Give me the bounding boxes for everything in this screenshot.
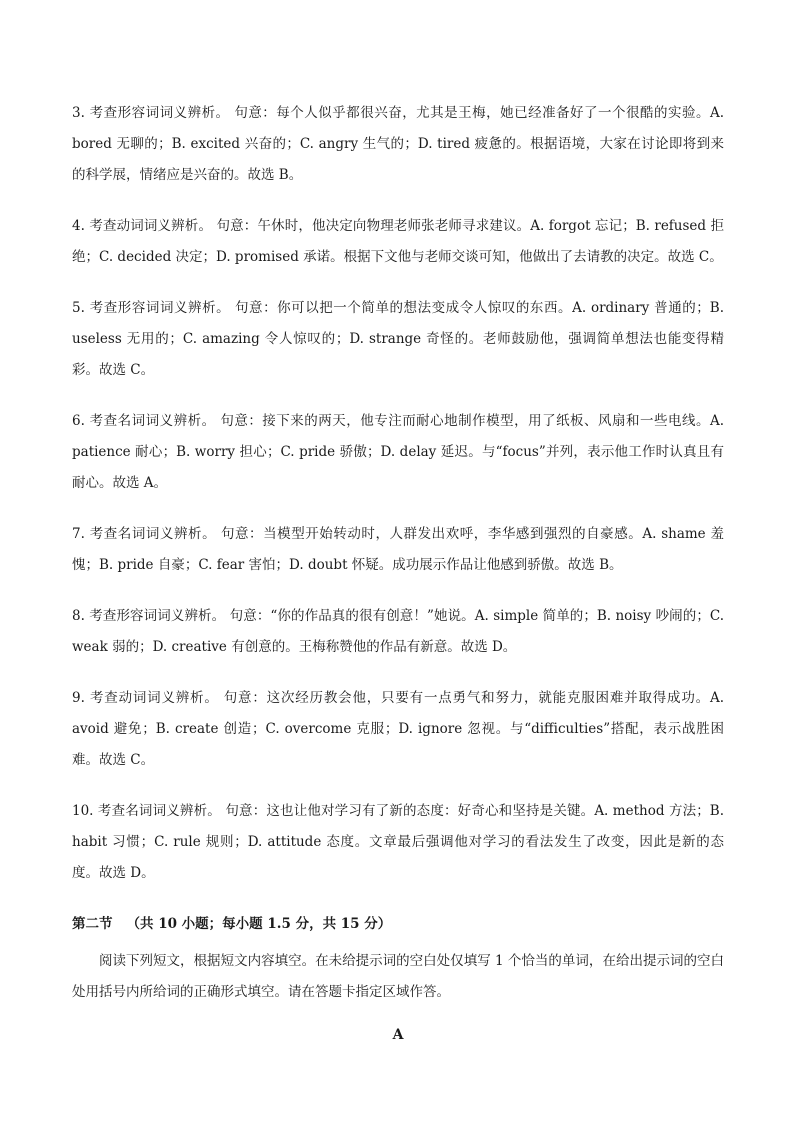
section-title: [72, 909, 724, 940]
answer-explanation-10: 10. 考查名词词义辨析。 句意：这也让他对学习有了新的态度：好奇心和坚持是关键。A. method 方法；B. habit 习惯；C. rule 规则；D. attitude 态度。文章最后强调他对学习的看法发生了改变，因此是新的态度。故选 D。: [72, 803, 724, 881]
answer-explanation-9: 9. 考查动词词义辨析。 句意：这次经历教会他，只要有一点勇气和努力，就能克服困难并取得成功。A. avoid 避免；B. create 创造；C. overcome 克服；D. ignore 忽视。与“difficulties”搭配，表示战胜困难。故选 C。: [72, 690, 724, 768]
answer-explanation-5: 5. 考查形容词词义辨析。 句意：你可以把一个简单的想法变成令人惊叹的东西。A. ordinary 普通的；B. useless 无用的；C. amazing 令人惊叹的；D. strange 奇怪的。老师鼓励他，强调简单想法也能变得精彩。故选 C。: [72, 300, 724, 378]
section-instructions: 阅读下列短文，根据短文内容填空。在未给提示词的空白处仅填写 1 个恰当的单词，在给出提示词的空白处用括号内所给词的正确形式填空。请在答题卡指定区域作答。: [72, 953, 724, 1000]
section-subtitle: （共 10 小题；每小题 1.5 分，共 15 分）: [126, 916, 392, 932]
answer-explanation-6: 6. 考查名词词义辨析。 句意：接下来的两天，他专注而耐心地制作模型，用了纸板、风扇和一些电线。A. patience 耐心；B. worry 担心；C. pride 骄傲；D. delay 延迟。与“focus”并列，表示他工作时认真且有耐心。故选 A。: [72, 413, 724, 491]
section-title-label: 第二节: [72, 916, 113, 932]
passage-heading: A: [392, 1027, 404, 1043]
answer-explanation-8: 8. 考查形容词词义辨析。 句意：“你的作品真的很有创意！”她说。A. simple 简单的；B. noisy 吵闹的；C. weak 弱的；D. creative 有创意的。王梅称赞他的作品有新意。故选 D。: [72, 608, 724, 655]
document-page: [72, 98, 724, 1051]
answer-explanation-7: 7. 考查名词词义辨析。 句意：当模型开始转动时，人群发出欢呼，李华感到强烈的自豪感。A. shame 羞愧；B. pride 自豪；C. fear 害怕；D. doubt 怀疑。成功展示作品让他感到骄傲。故选 B。: [72, 526, 724, 573]
answer-explanation-3: 3. 考查形容词词义辨析。 句意：每个人似乎都很兴奋，尤其是王梅，她已经准备好了一个很酷的实验。A. bored 无聊的；B. excited 兴奋的；C. angry 生气的；D. tired 疲惫的。根据语境，大家在讨论即将到来的科学展，情绪应是兴奋的。故选 B。: [72, 105, 724, 183]
answer-explanation-4: 4. 考查动词词义辨析。 句意：午休时，他决定向物理老师张老师寻求建议。A. forgot 忘记；B. refused 拒绝；C. decided 决定；D. promised 承诺。根据下文他与老师交谈可知，他做出了去请教的决定。故选 C。: [72, 218, 724, 265]
